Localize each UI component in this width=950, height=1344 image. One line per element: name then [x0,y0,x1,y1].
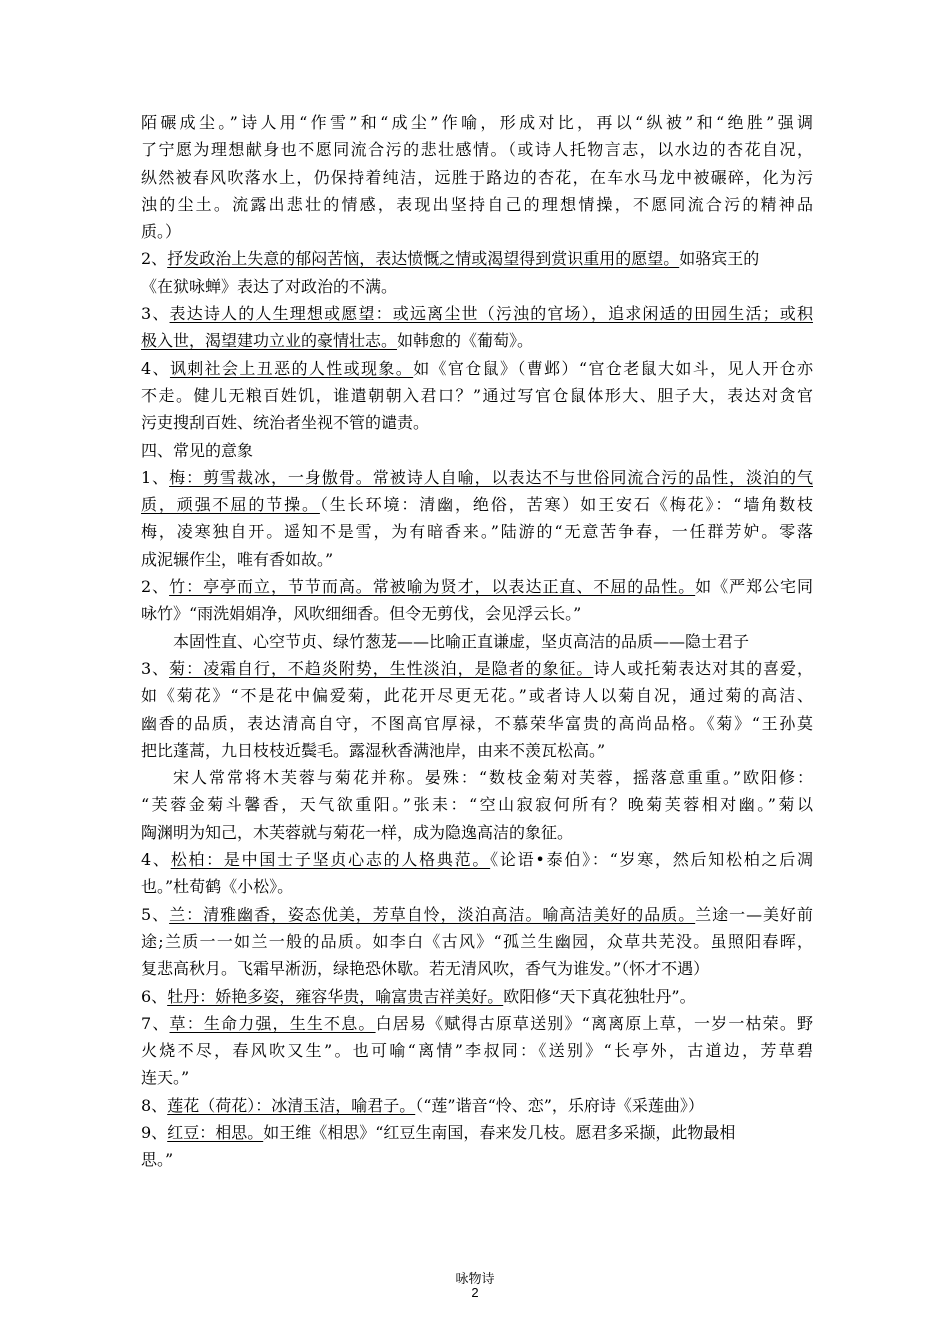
text-span: 了宁愿为理想献身也不愿同流合污的悲壮感情。（或诗人托物言志，以水边的杏花自况， [141,140,813,160]
text-line [141,737,813,764]
text-span: 欧阳修“天下真花独牡丹”。 [503,986,696,1006]
text-line [141,1146,813,1173]
text-span: 梅，凌寒独自开。遥知不是雪，为有暗香来。”陆游的“无意苦争春，一任群芳妒。零落 [141,522,813,542]
text-line [141,819,813,846]
text-line [141,518,813,545]
underlined-text: 抒发政治上失意的郁闷苦恼，表达愤慨之情或渴望得到赏识重用的愿望。 [167,249,680,269]
text-line [141,273,813,300]
underlined-text: 莲花（荷花）：冰清玉洁，喻君子。 [167,1095,416,1115]
text-span: 复悲高秋月。飞霜早淅沥，绿艳恐休歇。若无清风吹，香气为谁发。”（怀才不遇） [141,959,710,979]
text-span: 《论语•泰伯》：“岁寒，然后知松柏之后凋 [490,850,813,870]
text-line [141,355,813,382]
text-span: 《在狱咏蝉》表达了对政治的不满。 [141,276,398,296]
text-line [141,164,813,191]
text-line [141,491,813,518]
text-line [141,573,813,600]
text-span: 质。） [141,222,182,242]
text-span: 诗人或托菊表达对其的喜爱， [593,658,813,678]
text-span: 不走。健儿无粮百姓饥，谁遣朝朝入君口？”通过写官仓鼠体形大、胆子大，表达对贪官 [141,385,813,405]
text-span: 3、 [141,304,170,324]
text-span: 火烧不尽，春风吹又生”。也可喻“离情”李叔同：《送别》“长亭外，古道边，芳草碧 [141,1041,813,1061]
text-span: 6、 [141,986,168,1006]
text-span: 如《菊花》“不是花中偏爱菊，此花开尽更无花。”或者诗人以菊自况，通过菊的高洁、 [141,686,813,706]
underlined-text: 竹：亭亭而立，节节而高。常被喻为贤才，以表达正直、不屈的品性。 [169,577,696,597]
text-span: 也。”杜荀鹤《小松》。 [141,877,294,897]
text-span: 浊的尘土。流露出悲壮的情感，表现出坚持自己的理想情操，不愿同流合污的精神品 [141,194,813,214]
text-span: 1、 [141,467,170,487]
text-span: 连天。” [141,1068,190,1088]
text-line [141,600,813,627]
underlined-text: 草：生命力强，生生不息。 [169,1013,376,1033]
text-span: 如王维《相思》“红豆生南国，春来发几枝。愿君多采撷，此物最相 [263,1122,736,1142]
underlined-text: 牡丹：娇艳多姿，雍容华贵，喻富贵吉祥美好。 [167,986,504,1006]
text-span: 幽香的品质，表达清高自守，不图高官厚禄，不慕荣华富贵的高尚品格。《菊》“王孙莫 [141,713,813,733]
text-span: 四、常见的意象 [141,440,254,460]
text-span: （生长环境：清幽，绝俗，苦寒）如王安石《梅花》：“墙角数枝 [319,495,813,515]
underlined-text: 兰：清雅幽香，姿态优美，芳草自怜，淡泊高洁。喻高洁美好的品质。 [169,904,696,924]
text-span: 如《严郑公宅同 [695,577,813,597]
text-line [141,928,813,955]
text-span: 宋人常常将木芙蓉与菊花并称。晏殊：“数枝金菊对芙蓉，摇落意重重。”欧阳修： [173,768,813,788]
text-span: 2、 [141,577,170,597]
underlined-text: 质，顽强不屈的节操。 [141,495,320,515]
text-line [141,1037,813,1064]
text-line [141,791,813,818]
text-line [141,191,813,218]
text-span: “芙蓉金菊斗馨香，天气欲重阳。”张耒：“空山寂寂何所有？晚菊芙蓉相对幽。”菊以 [141,795,813,815]
text-span: 4、 [141,850,171,870]
text-line [141,136,813,163]
text-line [141,655,813,682]
underlined-text: 表达诗人的人生理想或愿望：或远离尘世（污浊的官场），追求闲适的田园生活；或积 [169,304,813,324]
text-span: 3、 [141,658,170,678]
text-line [141,628,813,655]
underlined-text: 梅：剪雪裁冰，一身傲骨。常被诗人自喻，以表达不与世俗同流合污的品性，淡泊的气 [169,467,813,487]
text-span: 8、 [141,1095,168,1115]
text-span: （“莲”谐音“怜、恋”，乐府诗《采莲曲》） [415,1095,704,1115]
text-line [141,955,813,982]
text-line [141,710,813,737]
text-line [141,873,813,900]
text-span: 2、 [141,249,168,269]
text-span: 9、 [141,1122,168,1142]
underlined-text: 讽刺社会上丑恶的人性或现象。 [169,358,414,378]
text-line [141,764,813,791]
text-line [141,983,813,1010]
text-line [141,437,813,464]
text-span: 污吏搜刮百姓、统治者坐视不管的谴责。 [141,413,430,433]
text-line [141,1064,813,1091]
text-line [141,218,813,245]
text-span: 咏竹》“雨洗娟娟净，风吹细细香。但令无剪伐，会见浮云长。” [141,604,582,624]
text-line [141,682,813,709]
text-line [141,1119,813,1146]
text-span: 把比蓬蒿，九日枝枝近鬓毛。露湿秋香满池岸，由来不羡瓦松高。” [141,740,606,760]
text-span: 白居易《赋得古原草送别》“离离原上草，一岁一枯荣。野 [375,1013,813,1033]
footer-title: 咏物诗 [455,1272,495,1287]
text-line [141,409,813,436]
document-body [141,109,813,1174]
text-span: 陌碾成尘。”诗人用“作雪”和“成尘”作喻，形成对比，再以“纵被”和“绝胜”强调 [141,113,813,132]
text-line [141,245,813,272]
text-line [141,1010,813,1037]
text-span: 兰途一—美好前 [695,904,813,924]
underlined-text: 菊：凌霜自行，不趋炎附势，生性淡泊，是隐者的象征。 [169,658,594,678]
text-line [141,901,813,928]
underlined-text: 极入世，渴望建功立业的豪情壮志。 [141,331,398,351]
text-line [141,464,813,491]
text-line [141,382,813,409]
text-span: 如骆宾王的 [679,249,760,269]
text-line [141,1092,813,1119]
underlined-text: 红豆：相思。 [167,1122,264,1142]
text-line [141,846,813,873]
text-span: 如韩愈的《葡萄》。 [397,331,534,351]
text-span: 成泥辗作尘，唯有香如故。” [141,549,334,569]
text-span: 本固性直、心空节贞、绿竹葱茏——比喻正直谦虚，坚贞高洁的品质——隐士君子 [173,631,750,651]
text-line [141,109,813,136]
text-line [141,546,813,573]
text-span: 途;兰质一一如兰一般的品质。如李白《古风》“孤兰生幽园，众草共芜没。虽照阳春晖， [141,931,813,951]
text-span: 如《官仓鼠》（曹邺）“官仓老鼠大如斗，见人开仓亦 [413,358,813,378]
text-span: 5、 [141,904,170,924]
text-span: 思。” [141,1150,174,1170]
text-span: 纵然被春风吹落水上，仍保持着纯洁，远胜于路边的杏花，在车水马龙中被碾碎，化为污 [141,167,813,187]
text-span: 陶渊明为知己，木芙蓉就与菊花一样，成为隐逸高洁的象征。 [141,822,574,842]
text-span: 4、 [141,358,170,378]
text-line [141,327,813,354]
underlined-text: 松柏：是中国士子坚贞心志的人格典范。 [170,850,491,870]
text-span: 7、 [141,1013,170,1033]
page-number: 2 [471,1285,479,1300]
text-line [141,300,813,327]
